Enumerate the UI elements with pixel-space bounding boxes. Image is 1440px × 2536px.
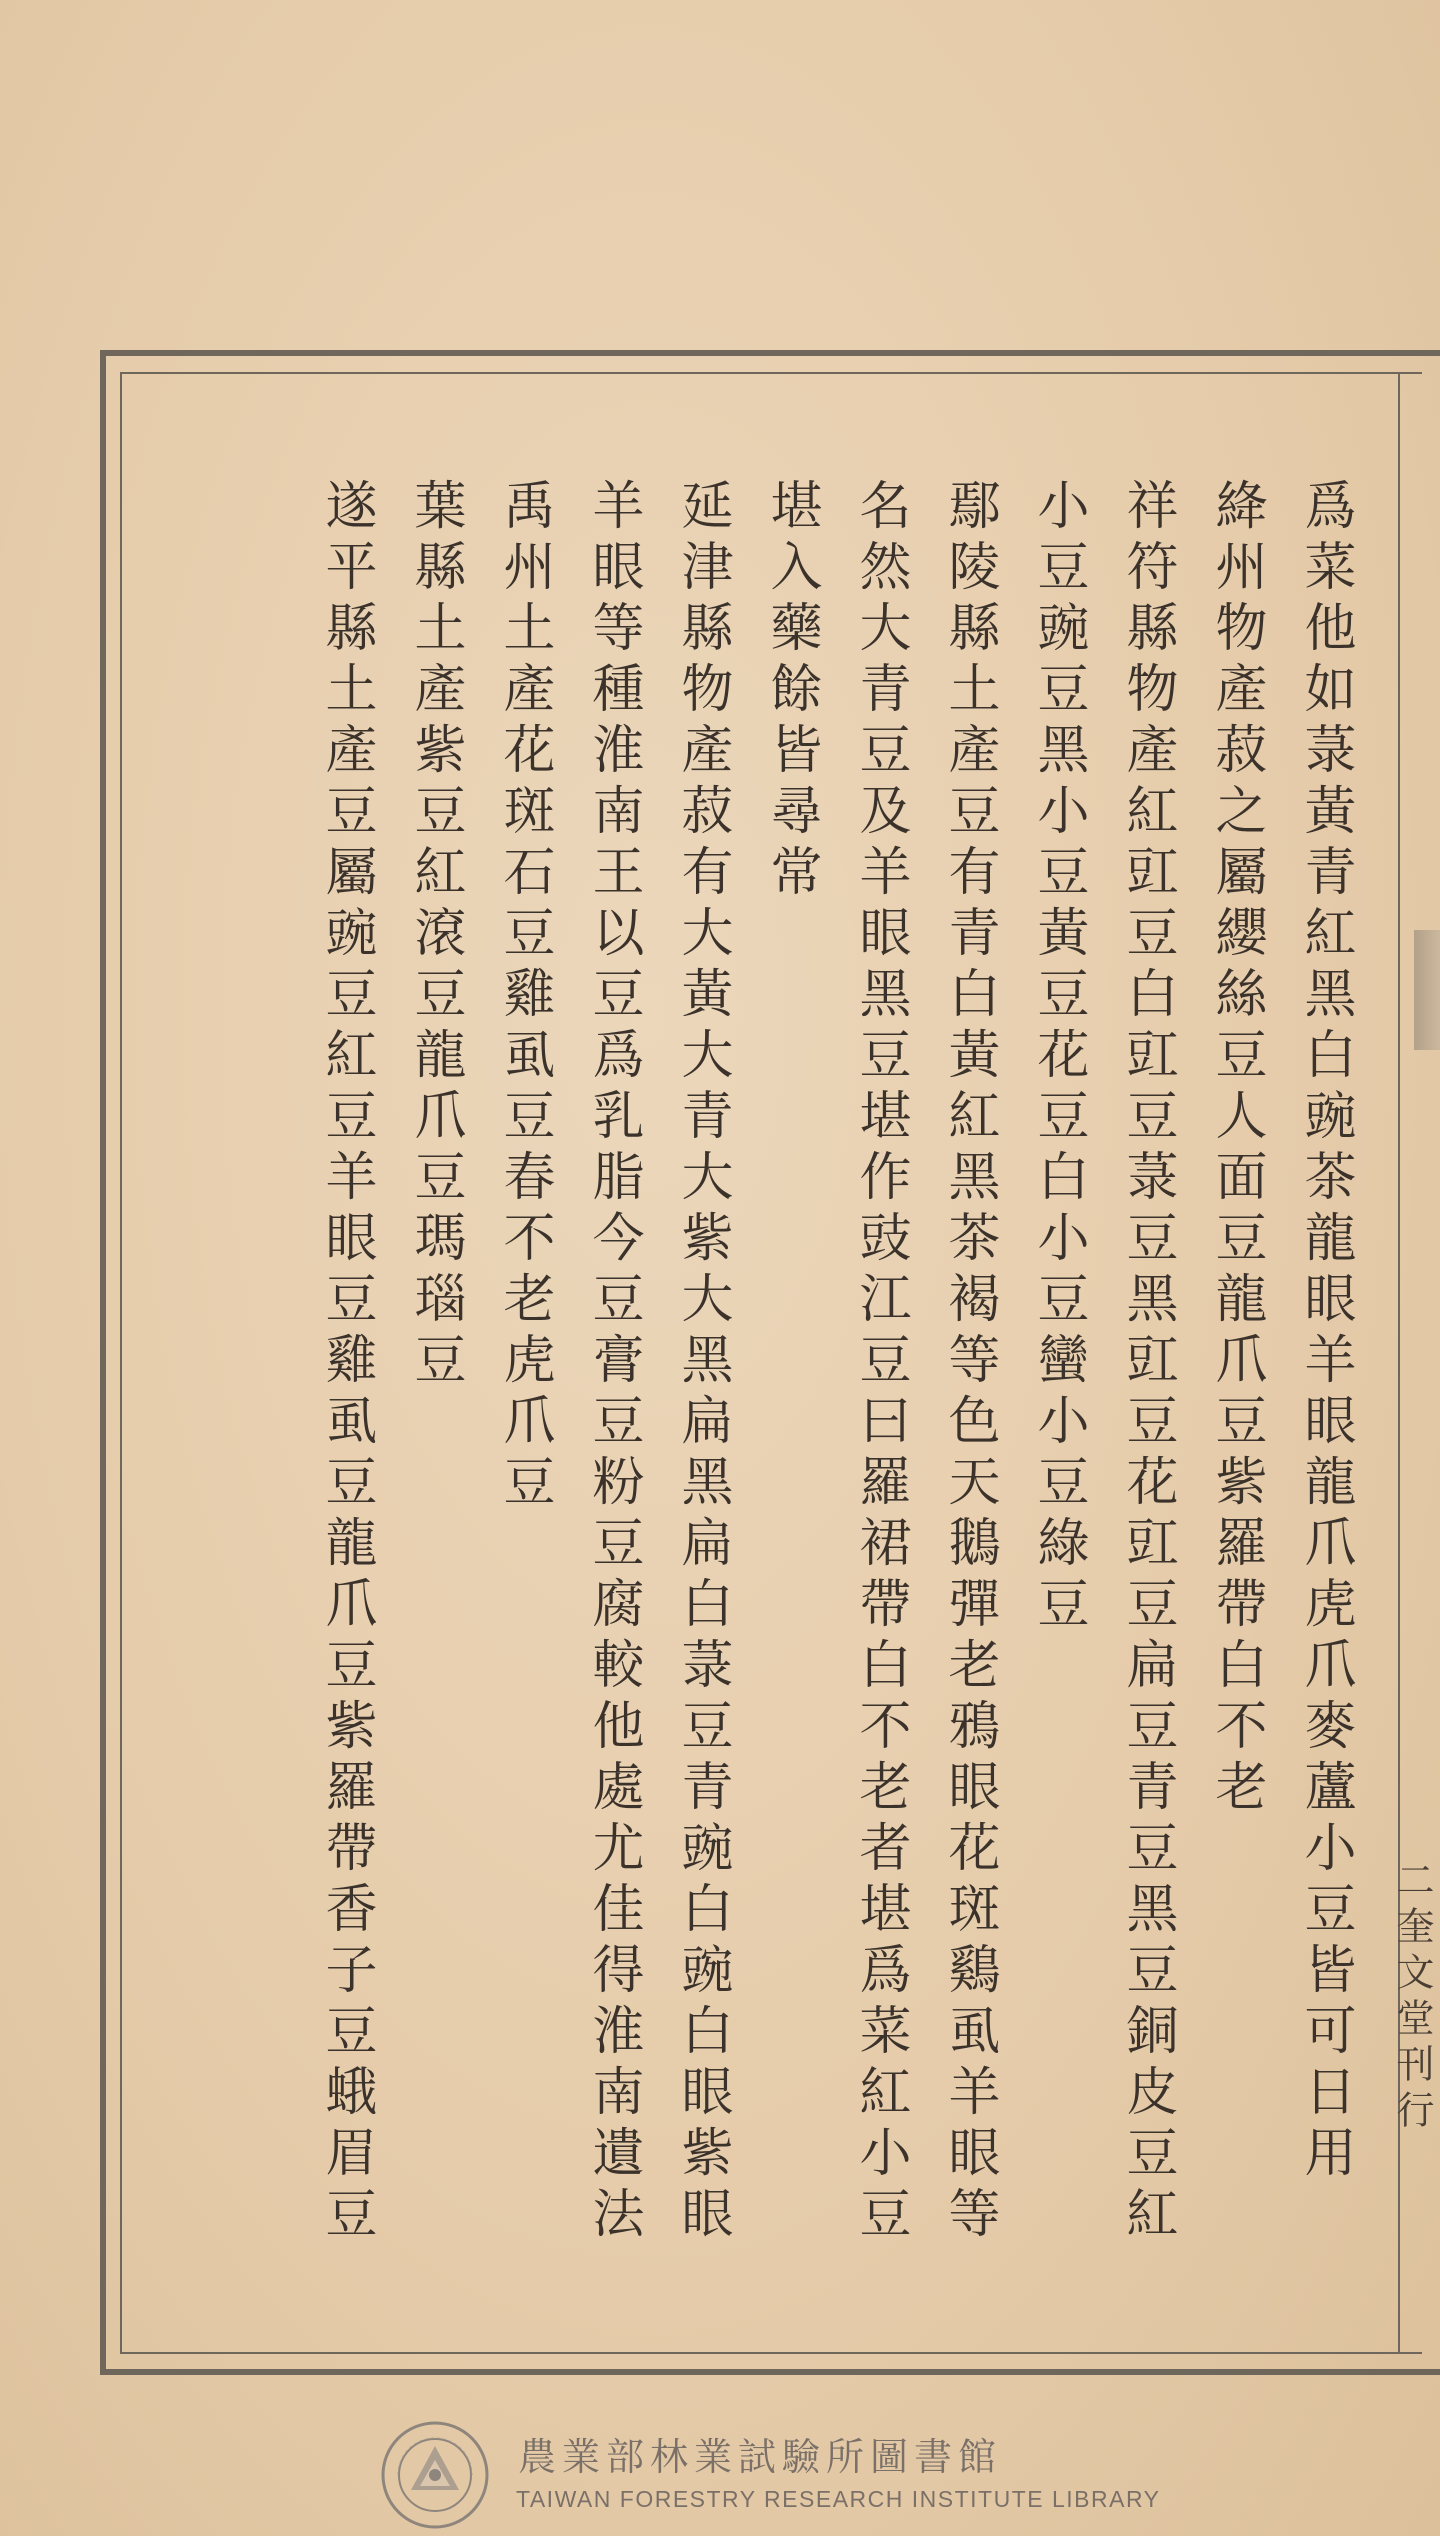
text-column: 名然大青豆及羊眼黑豆堪作豉江豆曰羅裙帶白不老者堪爲菜紅小豆	[850, 478, 910, 2247]
text-column: 爲菜他如菉黃青紅黑白豌茶龍眼羊眼龍爪虎爪麥蘆小豆皆可日用	[1295, 478, 1355, 2186]
text-column: 葉縣土產紫豆紅滾豆龍爪豆瑪瑙豆	[405, 478, 465, 1393]
text-column: 延津縣物產菽有大黃大青大紫大黑扁黑扁白菉豆青豌白豌白眼紫眼	[672, 478, 732, 2247]
text-column: 羊眼等種淮南王以豆爲乳脂今豆膏豆粉豆腐較他處尤佳得淮南遺法	[583, 478, 643, 2247]
fold-margin-text: 二奎文堂刊行	[1390, 1860, 1434, 2136]
text-column: 絳州物產菽之屬纓絲豆人面豆龍爪豆紫羅帶白不老	[1206, 478, 1266, 1820]
text-column: 祥符縣物產紅豇豆白豇豆菉豆黑豇豆花豇豆扁豆青豆黑豆銅皮豆紅	[1117, 478, 1177, 2247]
text-column: 堪入藥餘皆尋常	[761, 478, 821, 905]
text-column: 鄢陵縣土產豆有青白黃紅黑茶褐等色天鵝彈老鴉眼花斑鷄虱羊眼等	[939, 478, 999, 2247]
fold-mark	[1414, 930, 1440, 1050]
library-name-english: TAIWAN FORESTRY RESEARCH INSTITUTE LIBRARY	[516, 2486, 1161, 2512]
text-column: 小豆豌豆黑小豆黃豆花豆白小豆蠻小豆綠豆	[1028, 478, 1088, 1637]
text-column: 禹州土產花斑石豆雞虱豆春不老虎爪豆	[494, 478, 554, 1515]
library-name-chinese: 農業部林業試驗所圖書館	[518, 2435, 1003, 2479]
text-block	[160, 478, 1360, 2348]
library-seal-icon	[380, 2420, 490, 2530]
text-column: 遂平縣土產豆屬豌豆紅豆羊眼豆雞虱豆龍爪豆紫羅帶香子豆蛾眉豆	[316, 478, 376, 2247]
library-watermark	[380, 2420, 1161, 2530]
